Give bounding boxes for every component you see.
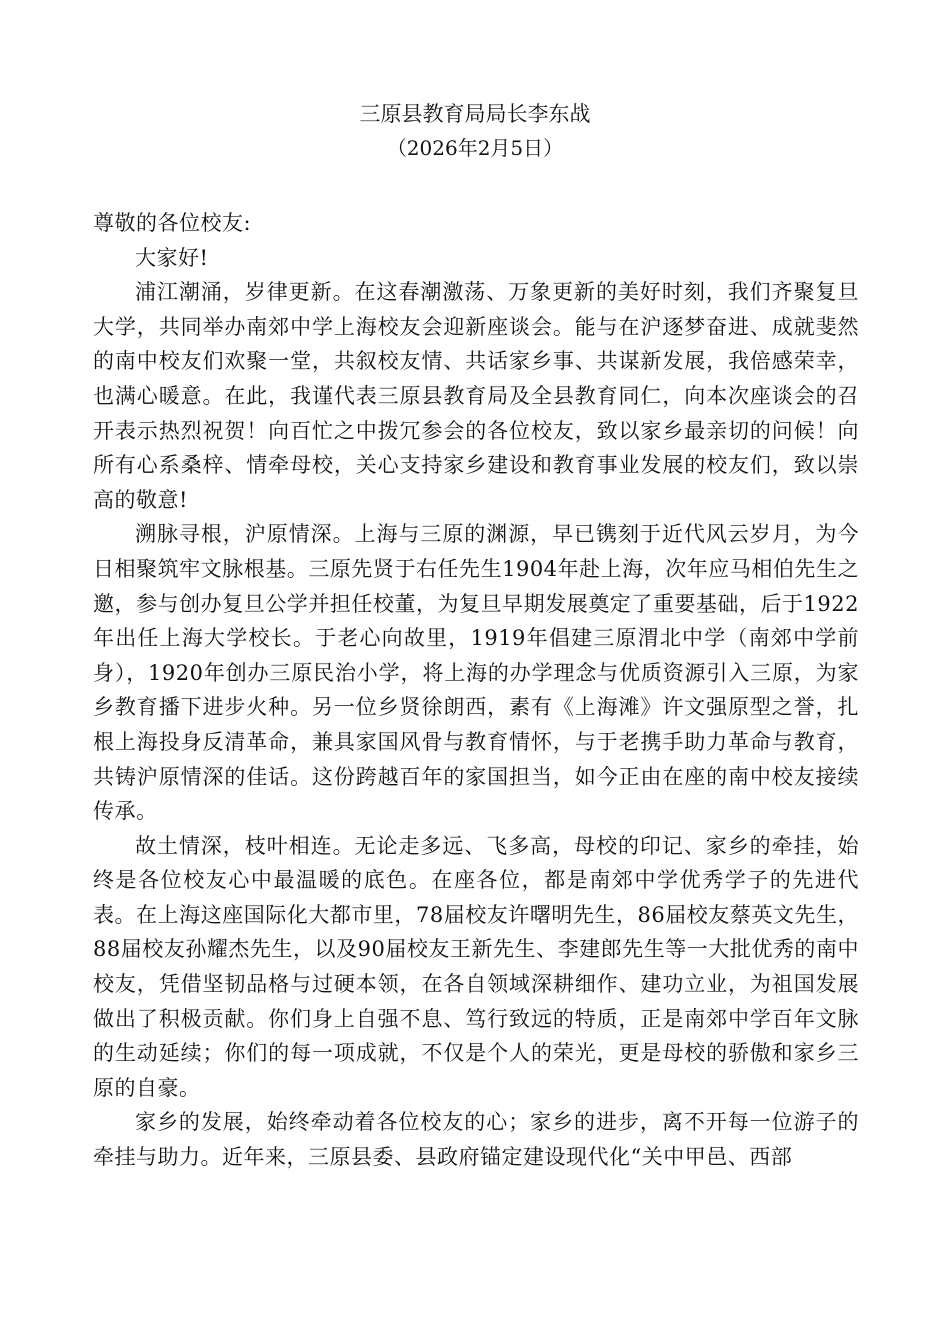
greeting: 大家好! (135, 245, 209, 270)
paragraph-3: 故土情深，枝叶相连。无论走多远、飞多高，母校的印记、家乡的牵挂，始终是各位校友心中最温暖的底色。在座各位，都是南郊中学优秀学子的先进代表。在上海这座国际化大都市里，78届校友许曙明先生，86届校友蔡英文先生，88届校友孙耀杰先生，以及90届校友王新先生、李建郎先生等一大批优秀的南中校友，凭借坚韧品格与过硬本领，在各自领域深耕细作、建功立业，为祖国发展做出了积极贡献。你们身上自强不息、笃行致远的特质，正是南郊中学百年文脉的生动延续；你们的每一项成就，不仅是个人的荣光，更是母校的骄傲和家乡三原的自豪。 (93, 833, 859, 1100)
paragraph-2: 溯脉寻根，沪原情深。上海与三原的渊源，早已镌刻于近代风云岁月，为今日相聚筑牢文脉根基。三原先贤于右任先生1904年赴上海，次年应马相伯先生之邀，参与创办复旦公学并担任校董，为复旦早期发展奠定了重要基础，后于1922年出任上海大学校长。于老心向故里，1919年倡建三原渭北中学（南郊中学前身），1920年创办三原民治小学，将上海的办学理念与优质资源引入三原，为家乡教育播下进步火种。另一位乡贤徐朗西，素有《上海滩》许文强原型之誉，扎根上海投身反清革命，兼具家国风骨与教育情怀，与于老携手助力革命与教育，共铸沪原情深的佳话。这份跨越百年的家国担当，如今正由在座的南中校友接续传承。 (93, 522, 859, 824)
speech-date: （2026年2月5日） (386, 136, 564, 160)
speech-title: 三原县教育局局长李东战 (359, 102, 591, 126)
salutation: 尊敬的各位校友: (93, 211, 252, 235)
paragraph-1: 浦江潮涌，岁律更新。在这春潮激荡、万象更新的美好时刻，我们齐聚复旦大学，共同举办南郊中学上海校友会迎新座谈会。能与在沪逐梦奋进、成就斐然的南中校友们欢聚一堂，共叙校友情、共话家乡事、共谋新发展，我倍感荣幸，也满心暖意。在此，我谨代表三原县教育局及全县教育同仁，向本次座谈会的召开表示热烈祝贺！向百忙之中拨冗参会的各位校友，致以家乡最亲切的问候！向所有心系桑梓、情牵母校，关心支持家乡建设和教育事业发展的校友们，致以崇高的敬意! (93, 280, 859, 512)
paragraph-4: 家乡的发展，始终牵动着各位校友的心；家乡的进步，离不开每一位游子的牵挂与助力。近年来，三原县委、县政府锚定建设现代化“关中甲邑、西部 (93, 1110, 859, 1170)
speech-body (93, 206, 859, 1175)
